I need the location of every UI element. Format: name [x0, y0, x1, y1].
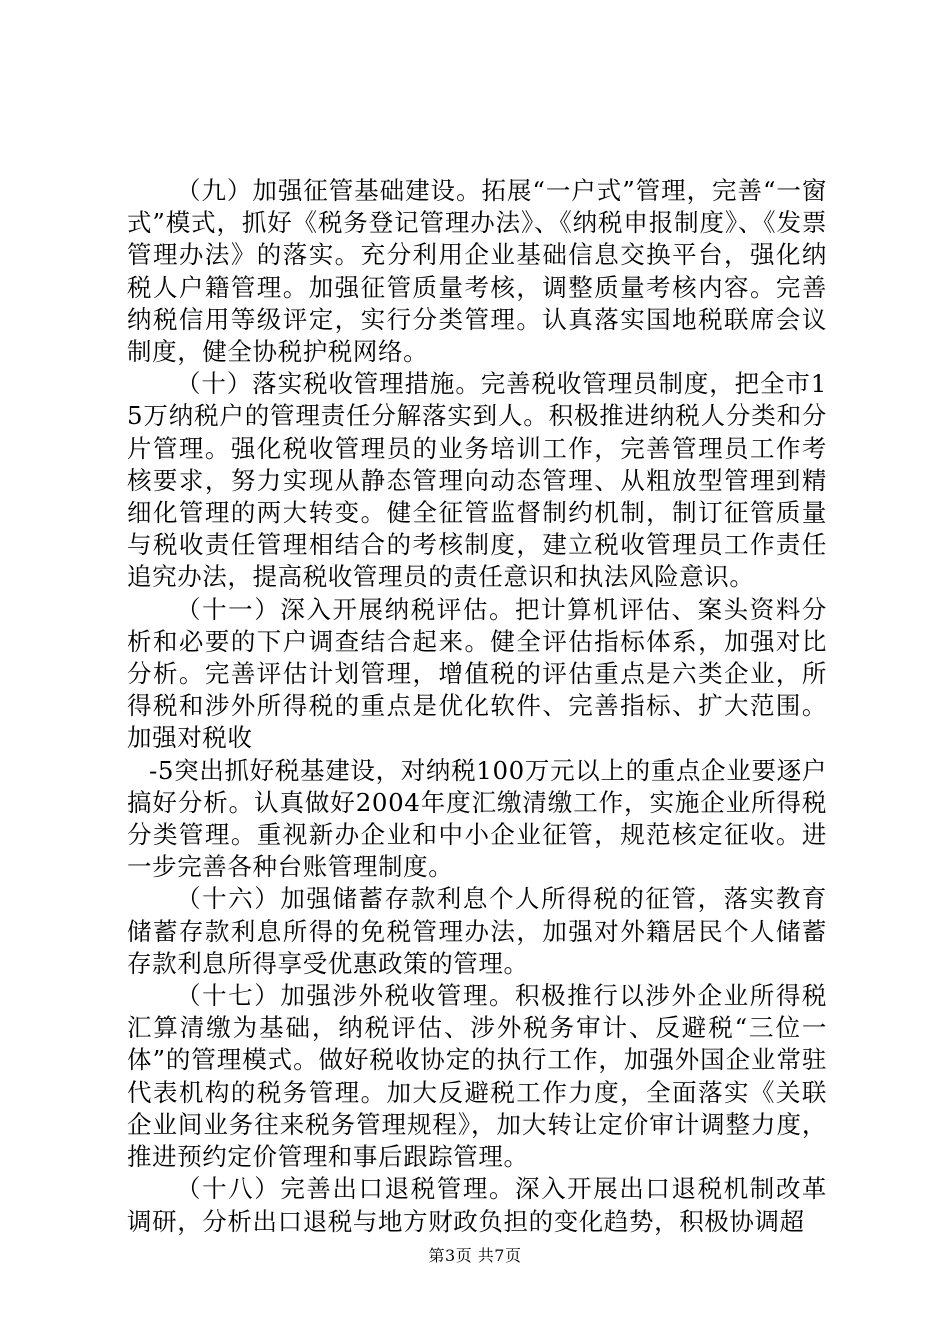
- paragraph-continuation: -5突出抓好税基建设，对纳税100万元以上的重点企业要逐户搞好分析。认真做好2004年度汇缴清缴工作，实施企业所得税分类管理。重视新办企业和中小企业征管，规范核定征收。进一步完善各种台账管理制度。: [127, 755, 827, 882]
- paragraph-17: （十七）加强涉外税收管理。积极推行以涉外企业所得税汇算清缴为基础，纳税评估、涉外税务审计、反避税“三位一体”的管理模式。做好税收协定的执行工作，加强外国企业常驻代表机构的税务管理。加大反避税工作力度，全面落实《关联企业间业务往来税务管理规程》，加大转让定价审计调整力度，推进预约定价管理和事后跟踪管理。: [127, 981, 827, 1172]
- document-body: [127, 175, 827, 1238]
- paragraph-11: （十一）深入开展纳税评估。把计算机评估、案头资料分析和必要的下户调查结合起来。健全评估指标体系，加强对比分析。完善评估计划管理，增值税的评估重点是六类企业，所得税和涉外所得税的重点是优化软件、完善指标、扩大范围。加强对税收: [127, 594, 827, 753]
- paragraph-9: （九）加强征管基础建设。拓展“一户式”管理，完善“一窗式”模式，抓好《税务登记管理办法》、《纳税申报制度》、《发票管理办法》的落实。充分利用企业基础信息交换平台，强化纳税人户籍管理。加强征管质量考核，调整质量考核内容。完善纳税信用等级评定，实行分类管理。认真落实国地税联席会议制度，健全协税护税网络。: [127, 176, 827, 367]
- paragraph-16: （十六）加强储蓄存款利息个人所得税的征管，落实教育储蓄存款利息所得的免税管理办法，加强对外籍居民个人储蓄存款利息所得享受优惠政策的管理。: [127, 884, 827, 978]
- paragraph-18: （十八）完善出口退税管理。深入开展出口退税机制改革调研，分析出口退税与地方财政负担的变化趋势，积极协调超: [127, 1174, 827, 1236]
- paragraph-10: （十）落实税收管理措施。完善税收管理员制度，把全市15万纳税户的管理责任分解落实到人。积极推进纳税人分类和分片管理。强化税收管理员的业务培训工作，完善管理员工作考核要求，努力实现从静态管理向动态管理、从粗放型管理到精细化管理的两大转变。健全征管监督制约机制，制订征管质量与税收责任管理相结合的考核制度，建立税收管理员工作责任追究办法，提高税收管理员的责任意识和执法风险意识。: [127, 369, 827, 592]
- page-footer: 第3页 共7页: [428, 1246, 522, 1265]
